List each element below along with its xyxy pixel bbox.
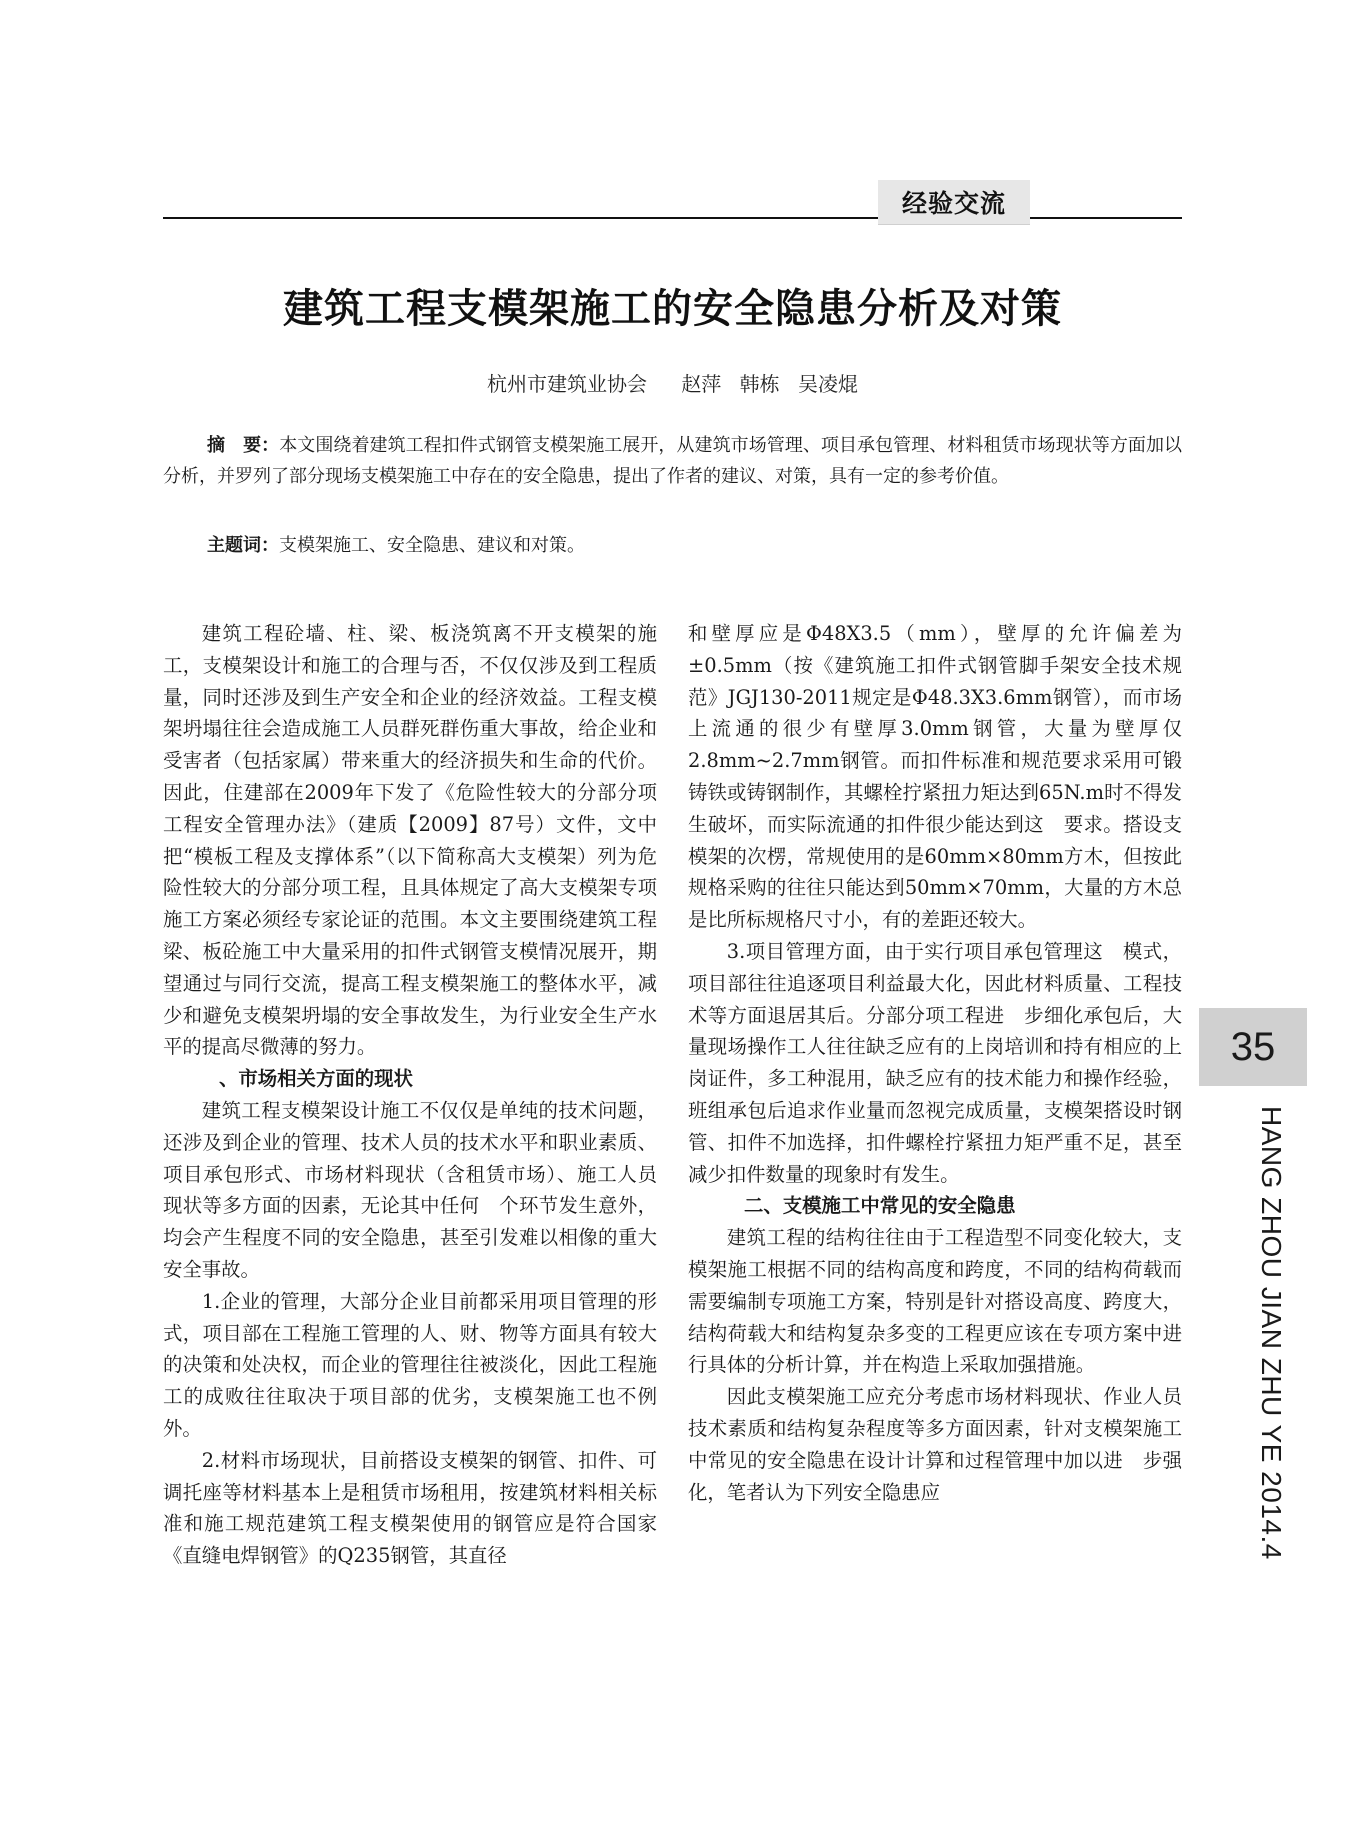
article-title: 建筑工程支模架施工的安全隐患分析及对策 [283,286,1062,332]
abstract [163,430,1182,492]
page-number: 35 [1199,1008,1307,1086]
body-column-right [688,618,1182,1508]
author-name: 韩栋 [739,372,780,396]
paragraph: 3.项目管理方面，由于实行项目承包管理这 模式，项目部往往追逐项目利益最大化，因此材料质量、工程技术等方面退居其后。分部分项工程进 步细化承包后，大量现场操作工人往往缺乏应有的上岗培训和持有相应的上岗证件，多工种混用，缺乏应有的技术能力和操作经验，班组承包后追求作业量而忽视完成质量，支模架搭设时钢管、扣件不加选择，扣件螺栓拧紧扭力矩严重不足，甚至减少扣件数量的现象时有发生。 [688,939,1182,1186]
author-name: 吴凌焜 [798,372,859,396]
author-organization: 杭州市建筑业协会 [486,372,647,396]
abstract-text: 本文围绕着建筑工程扣件式钢管支模架施工展开，从建筑市场管理、项目承包管理、材料租赁市场现状等方面加以分析，并罗列了部分现场支模架施工中存在的安全隐患，提出了作者的建议、对策，具有一定的参考价值。 [163,435,1183,487]
paragraph: 建筑工程支模架设计施工不仅仅是单纯的技术问题，还涉及到企业的管理、技术人员的技术水平和职业素质、项目承包形式、市场材料现状（含租赁市场）、施工人员现状等多方面的因素，无论其中任何 个环节发生意外，均会产生程度不同的安全隐患，甚至引发难以相像的重大安全事故。 [163,1098,657,1281]
paragraph: 建筑工程砼墙、柱、梁、板浇筑离不开支模架的施工，支模架设计和施工的合理与否，不仅仅涉及到工程质量，同时还涉及到生产安全和企业的经济效益。工程支模架坍塌往往会造成施工人员群死群伤重大事故，给企业和受害者（包括家属）带来重大的经济损失和生命的代价。因此，住建部在2009年下发了《危险性较大的分部分项工程安全管理办法》（建质【2009】87号）文件，文中把“模板工程及支撑体系”（以下简称高大支模架）列为危险性较大的分部分项工程，且具体规定了高大支模架专项施工方案必须经专家论证的范围。本文主要围绕建筑工程梁、板砼施工中大量采用的扣件式钢管支模情况展开，期望通过与同行交流，提高工程支模架施工的整体水平，减少和避免支模架坍塌的安全事故发生，为行业安全生产水平的提高尽微薄的努力。 [163,622,657,1059]
paragraph: 1.企业的管理，大部分企业目前都采用项目管理的形式，项目部在工程施工管理的人、财、物等方面具有较大的决策和处决权，而企业的管理往往被淡化，因此工程施工的成败往往取决于项目部的优劣，支模架施工也不例外。 [163,1289,657,1440]
section-tag: 经验交流 [878,180,1030,225]
author-line [163,368,1182,397]
paragraph: 建筑工程的结构往往由于工程造型不同变化较大，支模架施工根据不同的结构高度和跨度，不同的结构荷载而需要编制专项施工方案，特别是针对搭设高度、跨度大，结构荷载大和结构复杂多变的工程更应该在专项方案中进行具体的分析计算，并在构造上采取加强措施。 [688,1226,1182,1377]
abstract-label: 摘 要： [207,435,280,456]
journal-name-vertical: HANG ZHOU JIAN ZHU YE 2014.4 [1256,1106,1287,1560]
header-rule-right [1030,217,1182,219]
header-rule-left [163,217,878,219]
body-column-left [163,618,657,1572]
section-heading: 、市场相关方面的现状 [219,1067,413,1091]
keywords-text: 支模架施工、安全隐患、建议和对策。 [279,535,585,556]
paragraph: 2.材料市场现状，目前搭设支模架的钢管、扣件、可调托座等材料基本上是租赁市场租用，按建筑材料相关标准和施工规范建筑工程支模架使用的钢管应是符合国家《直缝电焊钢管》的Q235钢管，其直径 [163,1448,657,1568]
paragraph: 和壁厚应是Φ48X3.5（mm），壁厚的允许偏差为±0.5mm（按《建筑施工扣件式钢管脚手架安全技术规范》JGJ130-2011规定是Φ48.3X3.6mm钢管），而市场上流通的很少有壁厚3.0mm钢管，大量为壁厚仅2.8mm~2.7mm钢管。而扣件标准和规范要求采用可锻铸铁或铸钢制作，其螺栓拧紧扭力矩达到65N.m时不得发生破坏，而实际流通的扣件很少能达到这 要求。搭设支模架的次楞，常规使用的是60mm×80mm方木，但按此规格采购的往往只能达到50mm×70mm，大量的方木总是比所标规格尺寸小，有的差距还较大。 [688,622,1182,932]
paragraph: 因此支模架施工应充分考虑市场材料现状、作业人员技术素质和结构复杂程度等多方面因素，针对支模架施工中常见的安全隐患在设计计算和过程管理中加以进 步强化，笔者认为下列安全隐患应 [688,1385,1182,1504]
keywords [207,530,1182,561]
keywords-label: 主题词： [207,535,279,556]
section-heading: 二、支模施工中常见的安全隐患 [744,1194,1016,1218]
author-name: 赵萍 [681,372,722,396]
